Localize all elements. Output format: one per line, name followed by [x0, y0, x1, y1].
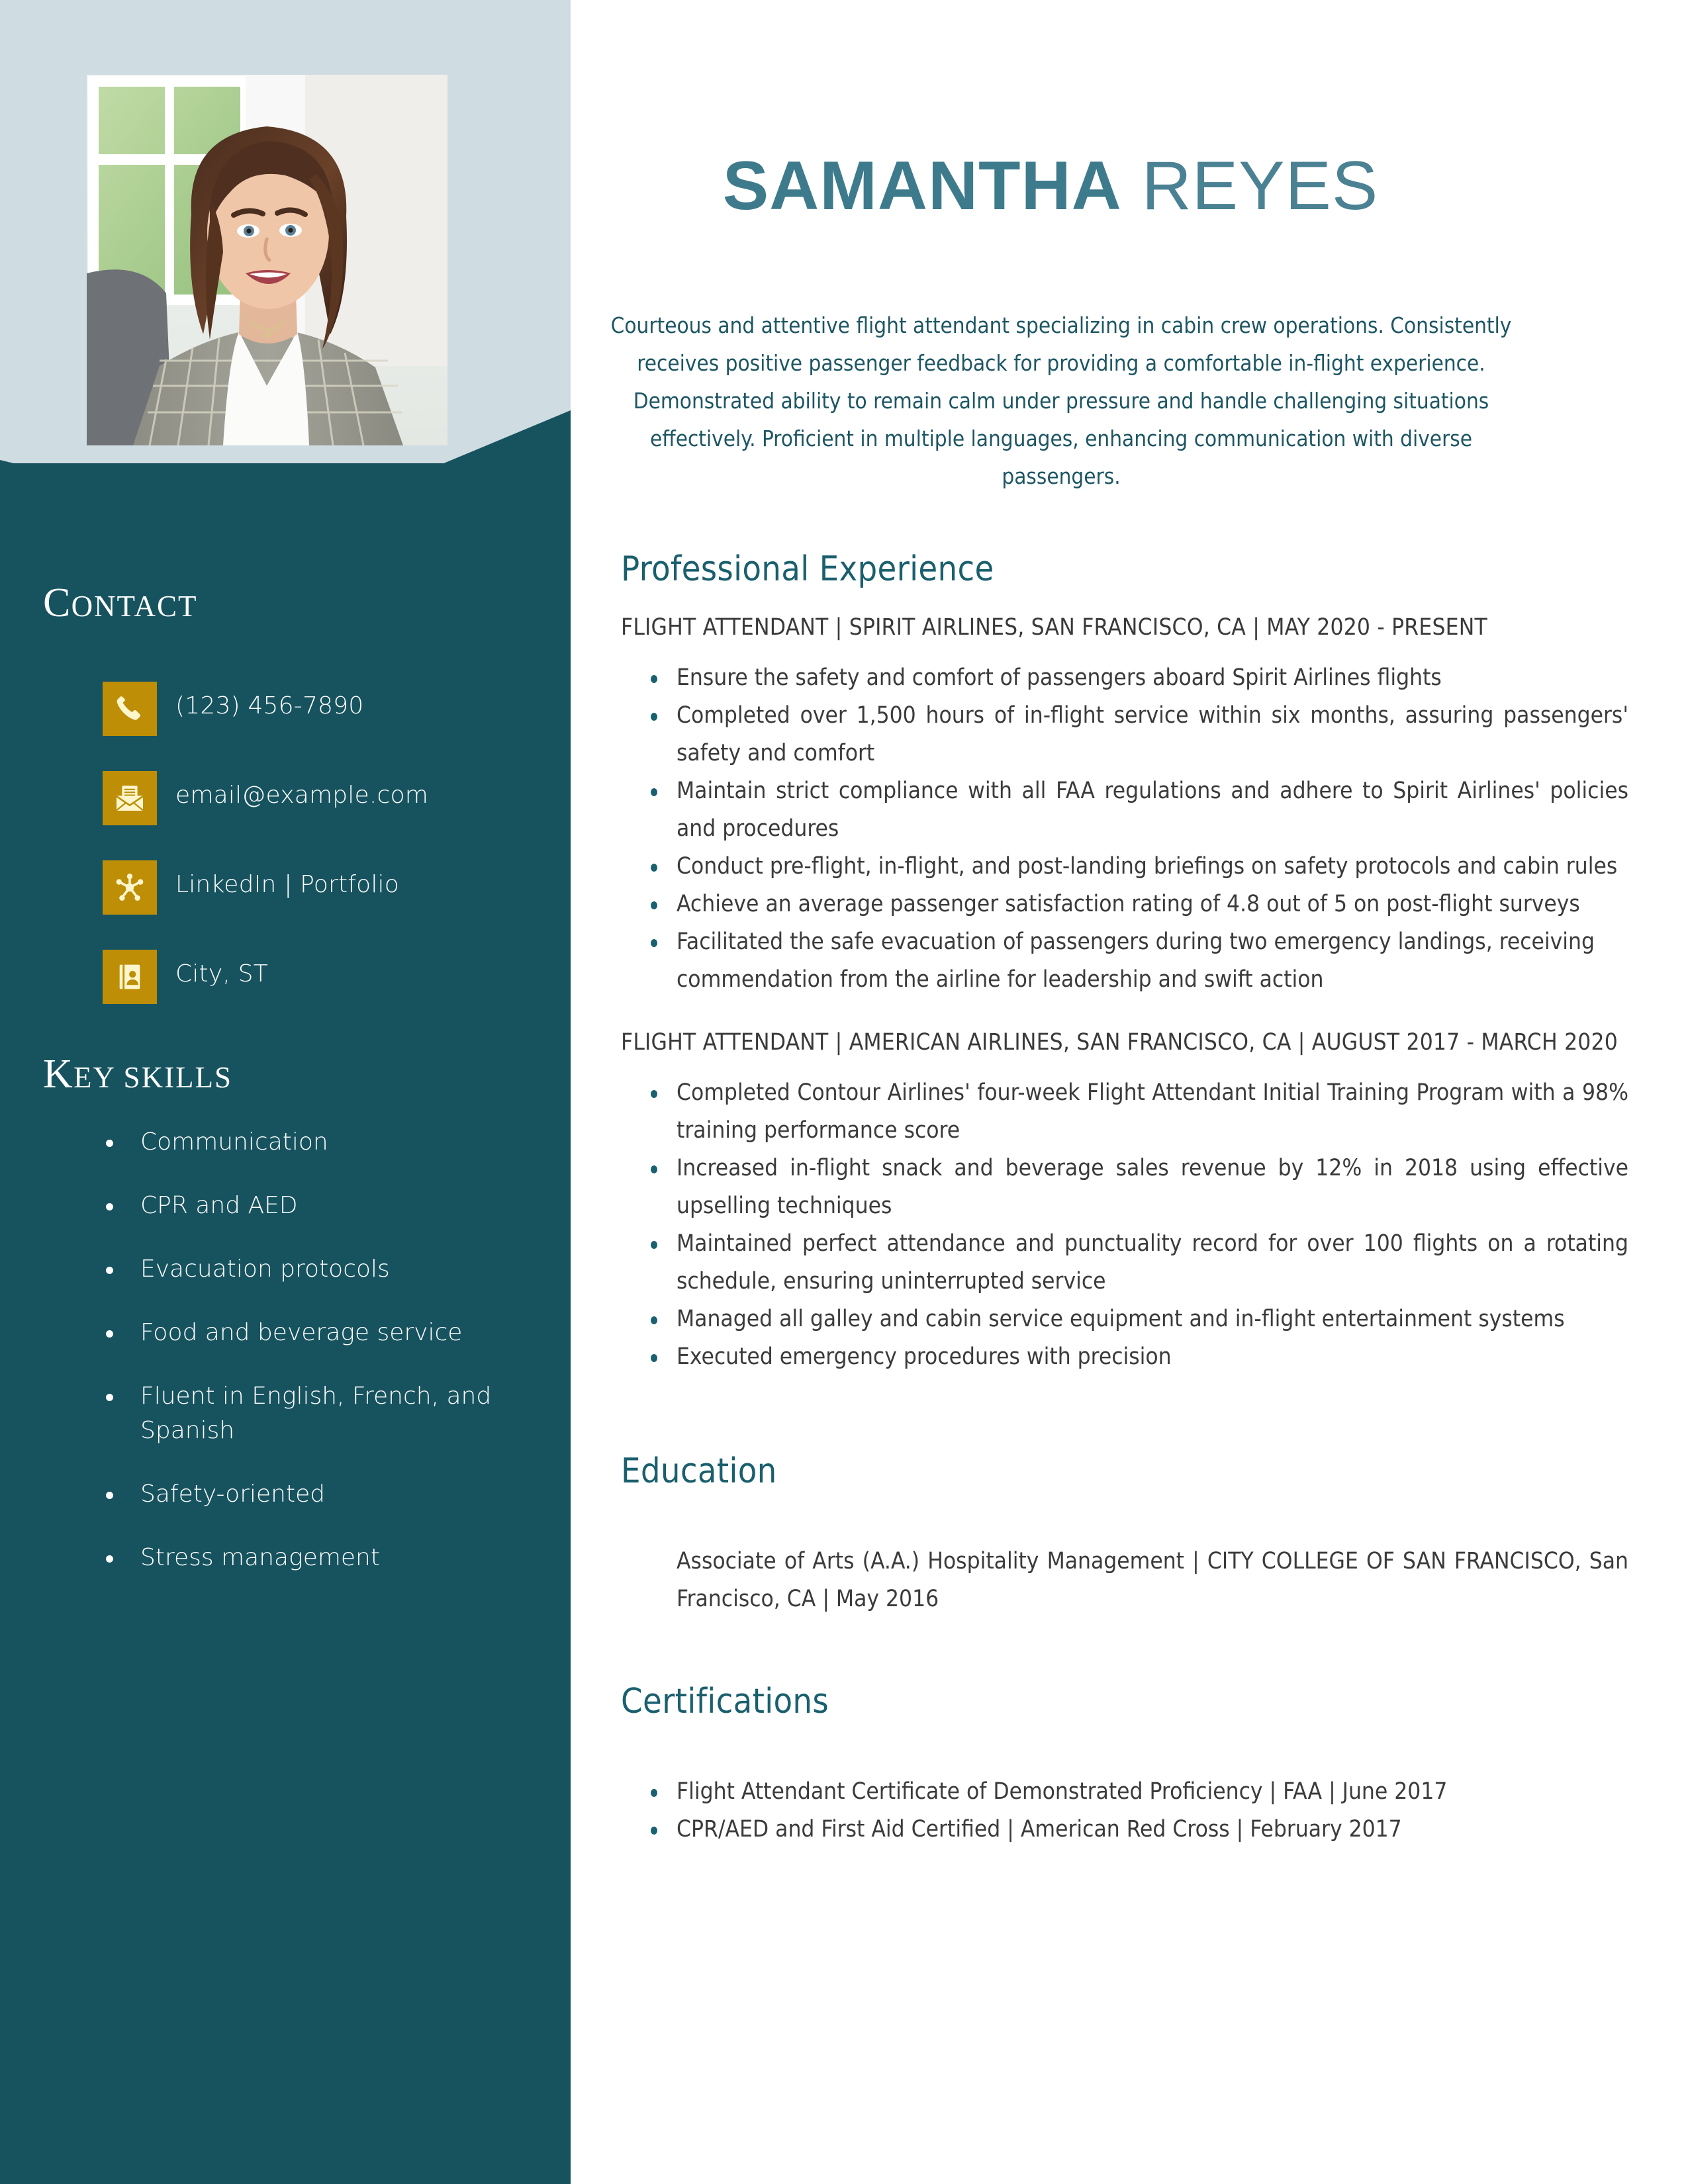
contact-links-value: LinkedIn | Portfolio [175, 871, 399, 898]
list-item: Flight Attendant Certificate of Demonstrated Proficiency | FAA | June 2017 [571, 1773, 1688, 1811]
list-item: Executed emergency procedures with precision [571, 1338, 1688, 1376]
job-heading: FLIGHT ATTENDANT | AMERICAN AIRLINES, SAN FRANCISCO, CA | AUGUST 2017 - MARCH 2020 [621, 1029, 1618, 1056]
id-card-icon [103, 950, 157, 1004]
profile-photo-illustration [87, 75, 447, 445]
contact-row-links[interactable] [0, 860, 571, 950]
first-name: SAMANTHA [722, 148, 1122, 224]
avatar [87, 75, 447, 445]
main-content [571, 549, 1688, 1875]
job-bullets [571, 659, 1688, 999]
list-item: Fluent in English, French, and Spanish [0, 1379, 571, 1448]
list-item: Communication [0, 1125, 571, 1160]
section-education [571, 1451, 1688, 1618]
sidebar [0, 0, 571, 2184]
experience-title: Professional Experience [621, 549, 994, 589]
network-share-icon [103, 860, 157, 915]
list-item: Facilitated the safe evacuation of passengers during two emergency landings, receiving commendation from the airline for leadership and swift action [571, 923, 1688, 999]
contact-heading-initial: C [43, 580, 71, 625]
skills-list [0, 1125, 571, 1604]
professional-summary: Courteous and attentive flight attendant specializing in cabin crew operations. Consistently receives positive passenger feedback for providing a comfortable in-flight experience. Demonstrated ability to remain calm under pressure and handle challenging situations effectively. Proficient in multiple languages, enhancing communication with diverse passengers. [610, 312, 1512, 489]
skills-heading-initial: K [43, 1052, 73, 1097]
contact-heading-rest: ONTACT [71, 590, 198, 623]
main-column [571, 0, 1688, 2184]
list-item: Ensure the safety and comfort of passengers aboard Spirit Airlines flights [571, 659, 1688, 697]
list-item: CPR/AED and First Aid Certified | American Red Cross | February 2017 [571, 1811, 1688, 1848]
list-item: Conduct pre-flight, in-flight, and post-landing briefings on safety protocols and cabin rules [571, 848, 1688, 886]
skills-section-heading [43, 1054, 232, 1095]
list-item: CPR and AED [0, 1189, 571, 1223]
certifications-list [571, 1773, 1688, 1848]
list-item: Safety-oriented [0, 1477, 571, 1512]
certifications-title: Certifications [621, 1682, 829, 1721]
last-name: REYES [1121, 148, 1379, 224]
education-entry: Associate of Arts (A.A.) Hospitality Management | CITY COLLEGE OF SAN FRANCISCO, San Francisco, CA | May 2016 [677, 1548, 1628, 1612]
list-item: Stress management [0, 1541, 571, 1575]
list-item: Food and beverage service [0, 1316, 571, 1350]
list-item: Evacuation protocols [0, 1252, 571, 1287]
contact-row-location[interactable] [0, 950, 571, 1039]
contact-row-email[interactable] [0, 771, 571, 860]
job-bullets [571, 1074, 1688, 1376]
list-item: Maintained perfect attendance and punctuality record for over 100 flights on a rotating schedule, ensuring uninterrupted service [571, 1225, 1688, 1300]
skills-heading-rest: EY SKILLS [73, 1061, 233, 1094]
list-item: Managed all galley and cabin service equipment and in-flight entertainment systems [571, 1300, 1688, 1338]
contact-phone-value: (123) 456-7890 [175, 692, 364, 719]
contact-list [0, 682, 571, 1039]
contact-location-value: City, ST [175, 960, 268, 987]
list-item: Maintain strict compliance with all FAA regulations and adhere to Spirit Airlines' policies and procedures [571, 772, 1688, 848]
contact-section-heading [43, 582, 197, 623]
education-title: Education [621, 1451, 777, 1491]
list-item: Completed Contour Airlines' four-week Flight Attendant Initial Training Program with a 98% training performance score [571, 1074, 1688, 1150]
section-certifications [571, 1682, 1688, 1848]
job-heading: FLIGHT ATTENDANT | SPIRIT AIRLINES, SAN FRANCISCO, CA | MAY 2020 - PRESENT [621, 614, 1487, 641]
list-item: Increased in-flight snack and beverage sales revenue by 12% in 2018 using effective upselling techniques [571, 1150, 1688, 1225]
list-item: Achieve an average passenger satisfaction rating of 4.8 out of 5 on post-flight surveys [571, 886, 1688, 923]
section-experience [571, 549, 1688, 1376]
list-item: Completed over 1,500 hours of in-flight service within six months, assuring passengers' safety and comfort [571, 697, 1688, 772]
page-title [571, 147, 1530, 226]
envelope-icon [103, 771, 157, 825]
contact-row-phone[interactable] [0, 682, 571, 771]
contact-email-value: email@example.com [175, 782, 428, 809]
phone-icon [103, 682, 157, 736]
